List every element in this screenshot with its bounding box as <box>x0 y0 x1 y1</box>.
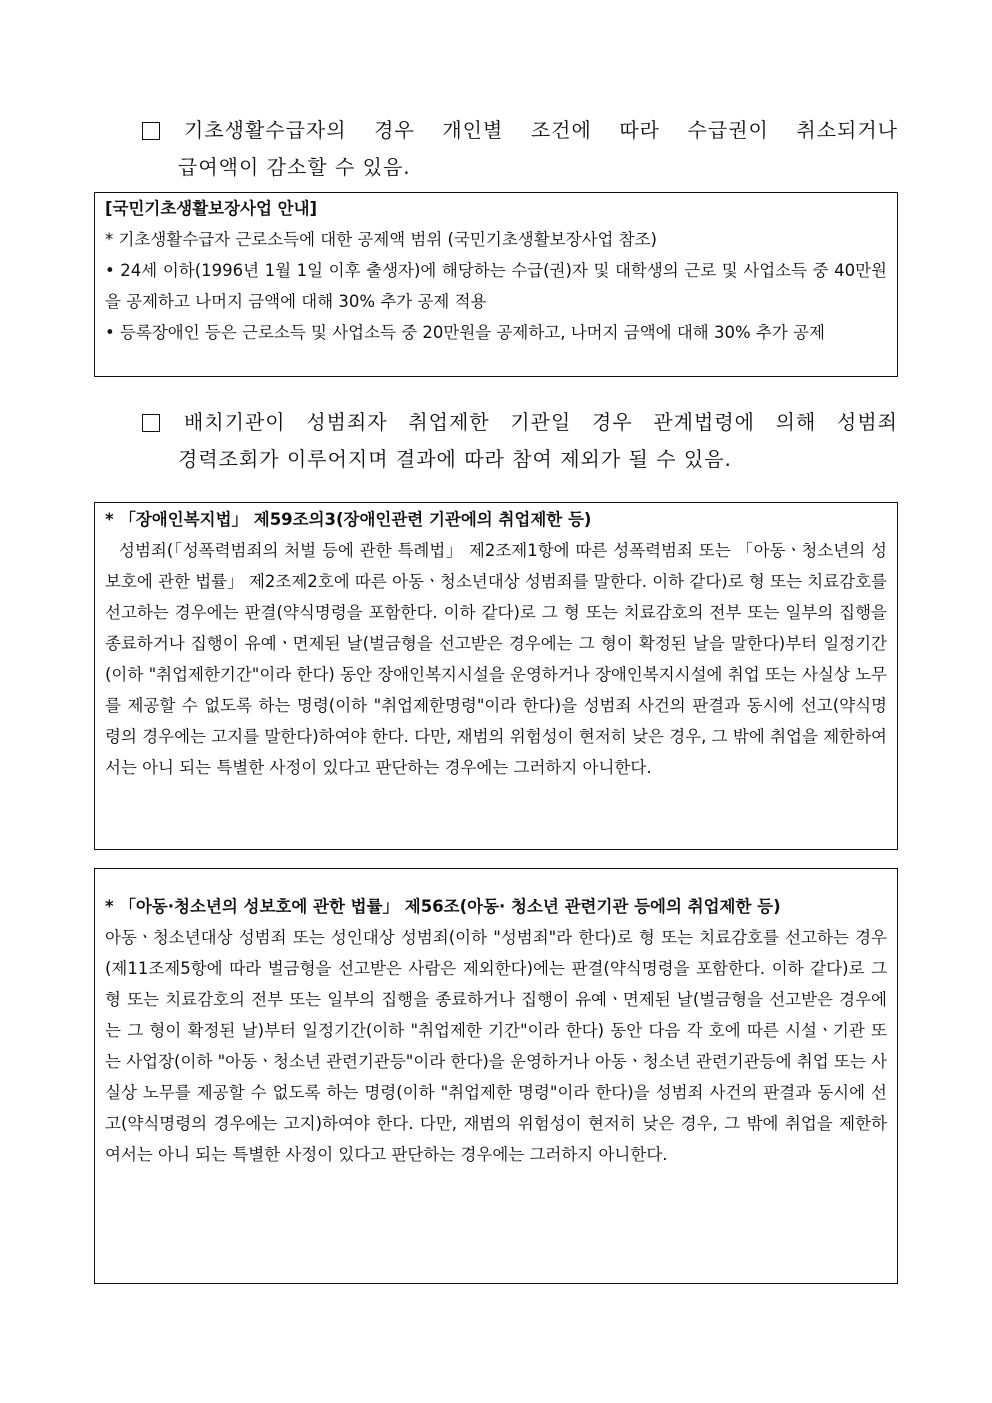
box-2-body: 성범죄(「성폭력범죄의 처벌 등에 관한 특례법」 제2조제1항에 따른 성폭력범죄 또는 「아동ㆍ청소년의 성보호에 관한 법률」 제2조제2호에 따른 아동ㆍ청소년대상 성범죄를 말한다. 이하 같다)로 형 또는 치료감호를 선고하는 경우에는 판결(약식명령을 포함한다. 이하 같다)로 그 형 또는 치료감호의 전부 또는 일부의 집행을 종료하거나 집행이 유예ㆍ면제된 날(벌금형을 선고받은 경우에는 그 형이 확정된 날을 말한다)부터 일정기간(이하 "취업제한기간"이라 한다) 동안 장애인복지시설을 운영하거나 장애인복지시설에 취업 또는 사실상 노무를 제공할 수 없도록 하는 명령(이하 "취업제한명령"이라 한다)을 성범죄 사건의 판결과 동시에 선고(약식명령의 경우에는 고지를 말한다)하여야 한다. 다만, 재범의 위험성이 현저히 낮은 경우, 그 밖에 취업을 제한하여서는 아니 되는 특별한 사정이 있다고 판단하는 경우에는 그러하지 아니한다. <box>105 541 887 777</box>
box-1-line-1: * 기초생활수급자 근로소득에 대한 공제액 범위 (국민기초생활보장사업 참조) <box>105 230 657 249</box>
checkbox-bullet-icon <box>142 122 160 140</box>
box-1-title: [국민기초생활보장사업 안내] <box>105 199 318 218</box>
notice-2-line-1: 배치기관이 성범죄자 취업제한 기관일 경우 관계법령에 의해 성범죄 <box>184 410 898 434</box>
basic-livelihood-info-box <box>94 192 898 377</box>
disability-welfare-law-box <box>94 502 898 850</box>
notice-1-line-2: 급여액이 감소할 수 있음. <box>178 155 411 179</box>
notice-1-line-1: 기초생활수급자의 경우 개인별 조건에 따라 수급권이 취소되거나 <box>184 118 898 142</box>
notice-paragraph-2 <box>142 404 898 478</box>
checkbox-bullet-icon <box>142 414 160 432</box>
box-3-body: 아동ㆍ청소년대상 성범죄 또는 성인대상 성범죄(이하 "성범죄"라 한다)로 형 또는 치료감호를 선고하는 경우(제11조제5항에 따라 벌금형을 선고받은 사람은 제외한다)에는 판결(약식명령을 포함한다. 이하 같다)로 그 형 또는 치료감호의 전부 또는 일부의 집행을 종료하거나 집행이 유예ㆍ면제된 날(벌금형을 선고받은 경우에는 그 형이 확정된 날)부터 일정기간(이하 "취업제한 기간"이라 한다) 동안 다음 각 호에 따른 시설ㆍ기관 또는 사업장(이하 "아동ㆍ청소년 관련기관등"이라 한다)을 운영하거나 아동ㆍ청소년 관련기관등에 취업 또는 사실상 노무를 제공할 수 없도록 하는 명령(이하 "취업제한 명령"이라 한다)을 성범죄 사건의 판결과 동시에 선고(약식명령의 경우에는 고지)하여야 한다. 다만, 재범의 위험성이 현저히 낮은 경우, 그 밖에 취업을 제한하여서는 아니 되는 특별한 사정이 있다고 판단하는 경우에는 그러하지 아니한다. <box>105 928 887 1164</box>
box-3-title: * 「아동·청소년의 성보호에 관한 법률」 제56조(아동· 청소년 관련기관 등에의 취업제한 등) <box>105 897 781 916</box>
notice-2-line-2: 경력조회가 이루어지며 결과에 따라 참여 제외가 될 수 있음. <box>178 447 732 471</box>
box-1-item-1: • 24세 이하(1996년 1월 1일 이후 출생자)에 해당하는 수급(권)자 및 대학생의 근로 및 사업소득 중 40만원을 공제하고 나머지 금액에 대해 30% 추가 공제 적용 <box>105 261 887 311</box>
youth-protection-law-box <box>94 868 898 1284</box>
box-2-title: * 「장애인복지법」 제59조의3(장애인관련 기관에의 취업제한 등) <box>105 510 592 529</box>
notice-paragraph-1 <box>142 112 898 186</box>
box-1-item-2: • 등록장애인 등은 근로소득 및 사업소득 중 20만원을 공제하고, 나머지 금액에 대해 30% 추가 공제 <box>105 323 825 342</box>
